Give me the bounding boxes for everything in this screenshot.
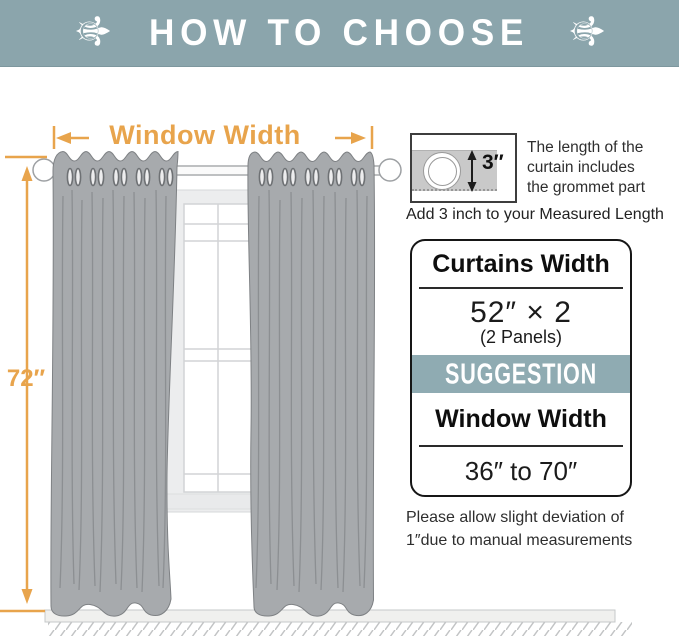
curtain-panel-right bbox=[248, 152, 375, 616]
grommet-figure bbox=[410, 133, 517, 203]
suggestion-label: SUGGESTION bbox=[444, 357, 598, 390]
curtains-width-value: 52″ × 2 bbox=[470, 295, 572, 329]
grommet-hole bbox=[423, 152, 461, 190]
grommet-note-line: the grommet part bbox=[527, 179, 646, 196]
window-width-dimension-label: Window Width bbox=[109, 120, 301, 150]
curtains-width-value-block bbox=[412, 289, 630, 355]
window-width-title: Window Width bbox=[435, 404, 607, 433]
suggestion-banner bbox=[412, 355, 630, 393]
curtains-width-title: Curtains Width bbox=[432, 249, 610, 278]
window-width-value: 36″ to 70″ bbox=[464, 455, 578, 486]
panels-note: (2 Panels) bbox=[479, 326, 563, 347]
fleur-de-lis-left-icon: ⚜ bbox=[66, 10, 119, 52]
header-banner bbox=[0, 0, 679, 67]
grommet-depth-label: 3″ bbox=[482, 151, 504, 174]
add-length-note: Add 3 inch to your Measured Length bbox=[406, 206, 664, 223]
grommet-hole-inner-ring bbox=[428, 157, 457, 186]
rod-finial-left bbox=[33, 159, 55, 181]
curtain-height-label: 72″ bbox=[6, 365, 46, 392]
fleur-de-lis-right-icon: ⚜ bbox=[560, 10, 613, 52]
curtain-panel-left bbox=[51, 152, 178, 617]
deviation-note bbox=[406, 506, 632, 552]
grommet-depth-arrow-icon bbox=[462, 149, 482, 193]
rod-finial-right bbox=[379, 159, 401, 181]
grommet-note-line: The length of the bbox=[527, 139, 644, 156]
deviation-note-line-1: Please allow slight deviation of bbox=[406, 509, 624, 526]
header-title: HOW TO CHOOSE bbox=[149, 12, 530, 53]
floor bbox=[45, 610, 632, 636]
deviation-note-line-2: 1″due to manual measurements bbox=[406, 532, 633, 549]
grommet-note-line: curtain includes bbox=[527, 159, 635, 176]
grommet-note bbox=[527, 138, 645, 198]
spec-box bbox=[410, 239, 632, 497]
